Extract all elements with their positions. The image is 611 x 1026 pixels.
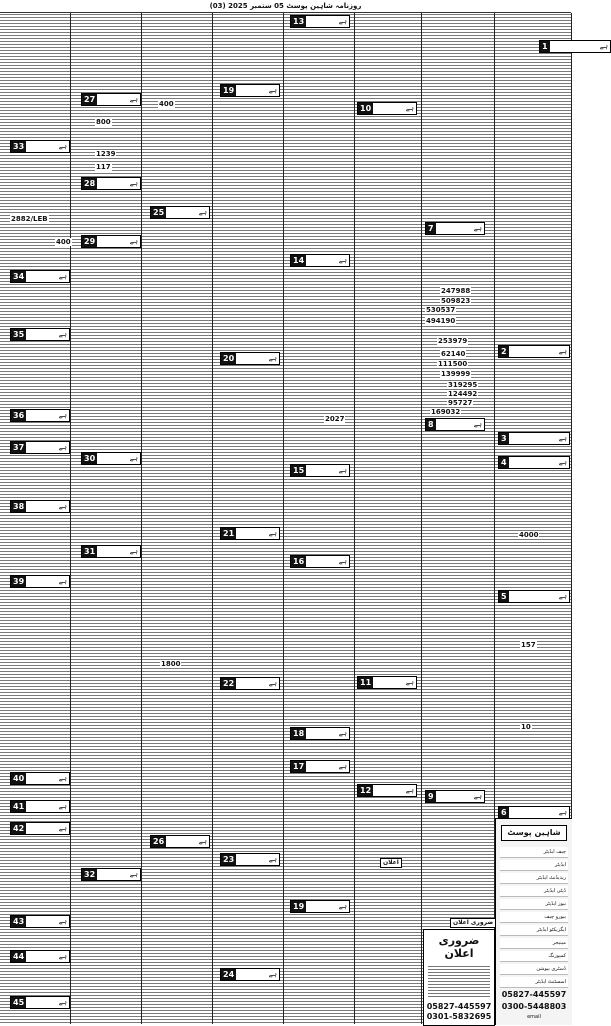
notice-number: 27 bbox=[84, 95, 96, 104]
notice-number: 34 bbox=[13, 272, 25, 281]
column-7 bbox=[422, 13, 495, 1024]
notice-number: 41 bbox=[13, 802, 25, 811]
notice-box bbox=[290, 464, 350, 477]
notice-box bbox=[10, 140, 70, 153]
notice-mark: ہے bbox=[198, 837, 207, 845]
notice-number: 9 bbox=[428, 792, 434, 801]
notice-mark: ہے bbox=[473, 224, 482, 232]
notice-box bbox=[539, 40, 611, 53]
notice-mark: ہے bbox=[558, 458, 567, 466]
notice-box bbox=[81, 93, 141, 106]
notice-mark: ہے bbox=[338, 17, 347, 25]
inline-code: 1800 bbox=[161, 660, 181, 668]
notice-box bbox=[10, 500, 70, 513]
notice-mark: ہے bbox=[338, 902, 347, 910]
heading: ضروری اعلان bbox=[450, 918, 496, 928]
notice-box bbox=[425, 418, 485, 431]
notice-number: 1 bbox=[542, 42, 548, 51]
staff-masthead-box bbox=[495, 818, 572, 1025]
notice-mark: ہے bbox=[58, 443, 67, 451]
notice-mark: ہے bbox=[405, 786, 414, 794]
notice-mark: ہے bbox=[599, 42, 608, 50]
notice-mark: ہے bbox=[58, 502, 67, 510]
inline-code: 62140 bbox=[441, 350, 466, 358]
inline-code: 139999 bbox=[441, 370, 471, 378]
notice-mark: ہے bbox=[338, 256, 347, 264]
notice-mark: ہے bbox=[268, 354, 277, 362]
notice-number: 42 bbox=[13, 824, 25, 833]
newspaper-logo: شاہین پوسٹ bbox=[501, 825, 567, 841]
notice-mark: ہے bbox=[58, 824, 67, 832]
notice-mark: ہے bbox=[129, 179, 138, 187]
notice-number: 2 bbox=[501, 347, 507, 356]
ad-phone-1: 05827-445597 bbox=[426, 1002, 492, 1011]
notice-mark: ہے bbox=[268, 86, 277, 94]
notice-box bbox=[498, 590, 570, 603]
inline-code: 800 bbox=[96, 118, 111, 126]
notice-box bbox=[357, 676, 417, 689]
notice-box bbox=[498, 456, 570, 469]
notice-number: 12 bbox=[360, 786, 372, 795]
notice-box bbox=[357, 102, 417, 115]
column-5 bbox=[284, 13, 355, 1024]
notice-mark: ہے bbox=[198, 208, 207, 216]
notice-mark: ہے bbox=[58, 330, 67, 338]
notice-box bbox=[290, 760, 350, 773]
notice-number: 43 bbox=[13, 917, 25, 926]
inline-code: 124492 bbox=[448, 390, 478, 398]
column-6 bbox=[355, 13, 422, 1024]
notice-box bbox=[290, 555, 350, 568]
inline-code: 95727 bbox=[448, 399, 473, 407]
staff-row: اسسٹنٹ ایڈیٹر bbox=[500, 977, 568, 988]
notice-number: 13 bbox=[293, 17, 305, 26]
advertisement-box bbox=[423, 929, 495, 1026]
notice-mark: ہے bbox=[129, 454, 138, 462]
notice-mark: ہے bbox=[129, 547, 138, 555]
notice-box bbox=[10, 328, 70, 341]
notice-box bbox=[150, 206, 210, 219]
heading: اعلان bbox=[380, 858, 402, 868]
ad-title: ضروری اعلان bbox=[438, 934, 480, 960]
notice-number: 5 bbox=[501, 592, 507, 601]
notice-box bbox=[150, 835, 210, 848]
notice-box bbox=[81, 452, 141, 465]
inline-code: 1239 bbox=[96, 150, 116, 158]
notice-mark: ہے bbox=[58, 802, 67, 810]
notice-mark: ہے bbox=[338, 729, 347, 737]
notice-number: 31 bbox=[84, 547, 96, 556]
notice-mark: ہے bbox=[338, 557, 347, 565]
inline-code: 494190 bbox=[426, 317, 456, 325]
staff-row: چیف ایڈیٹر bbox=[500, 847, 568, 858]
inline-code: 2882/LEB bbox=[11, 215, 48, 223]
inline-code: 247988 bbox=[441, 287, 471, 295]
notice-mark: ہے bbox=[268, 529, 277, 537]
notice-mark: ہے bbox=[58, 411, 67, 419]
notice-number: 14 bbox=[293, 256, 305, 265]
notice-mark: ہے bbox=[58, 998, 67, 1006]
notice-box bbox=[81, 545, 141, 558]
column-4 bbox=[213, 13, 284, 1024]
notice-box bbox=[290, 727, 350, 740]
staff-row: ایڈیٹر bbox=[500, 860, 568, 871]
inline-code: 319295 bbox=[448, 381, 478, 389]
notice-box bbox=[10, 441, 70, 454]
staff-phone-2: 0300-5448803 bbox=[501, 1002, 567, 1011]
notice-number: 19 bbox=[223, 86, 235, 95]
ad-text-lines bbox=[428, 964, 490, 998]
notice-number: 18 bbox=[293, 729, 305, 738]
notice-mark: ہے bbox=[558, 808, 567, 816]
inline-code: 400 bbox=[56, 238, 71, 246]
notice-box bbox=[220, 352, 280, 365]
notice-mark: ہے bbox=[473, 420, 482, 428]
staff-row: بیورو چیف bbox=[500, 912, 568, 923]
notice-number: 21 bbox=[223, 529, 235, 538]
inline-code: 400 bbox=[159, 100, 174, 108]
inline-code: 111500 bbox=[438, 360, 468, 368]
notice-mark: ہے bbox=[268, 970, 277, 978]
notice-number: 30 bbox=[84, 454, 96, 463]
ad-phone-2: 0301-5832695 bbox=[426, 1012, 492, 1021]
notice-number: 24 bbox=[223, 970, 235, 979]
notice-mark: ہے bbox=[338, 466, 347, 474]
column-1 bbox=[0, 13, 71, 1024]
notice-mark: ہے bbox=[558, 592, 567, 600]
notice-mark: ہے bbox=[129, 95, 138, 103]
notice-box bbox=[220, 968, 280, 981]
notice-number: 16 bbox=[293, 557, 305, 566]
notice-mark: ہے bbox=[58, 577, 67, 585]
notice-box bbox=[10, 996, 70, 1009]
inline-code: 169032 bbox=[431, 408, 461, 416]
notice-number: 19 bbox=[293, 902, 305, 911]
notice-number: 37 bbox=[13, 443, 25, 452]
inline-code: 117 bbox=[96, 163, 111, 171]
notice-box bbox=[425, 222, 485, 235]
notice-number: 8 bbox=[428, 420, 434, 429]
notice-mark: ہے bbox=[58, 272, 67, 280]
masthead: روزنامہ شاہین پوسٹ 05 ستمبر 2025 (03) bbox=[0, 0, 571, 13]
notice-mark: ہے bbox=[268, 679, 277, 687]
column-3 bbox=[142, 13, 213, 1024]
staff-list bbox=[496, 847, 572, 988]
notice-number: 23 bbox=[223, 855, 235, 864]
notice-number: 22 bbox=[223, 679, 235, 688]
staff-row: ریذیڈنٹ ایڈیٹر bbox=[500, 873, 568, 884]
notice-number: 10 bbox=[360, 104, 372, 113]
notice-box bbox=[290, 900, 350, 913]
notice-number: 7 bbox=[428, 224, 434, 233]
staff-row: ڈپٹی ایڈیٹر bbox=[500, 886, 568, 897]
notice-mark: ہے bbox=[58, 952, 67, 960]
notice-number: 33 bbox=[13, 142, 25, 151]
notice-number: 32 bbox=[84, 870, 96, 879]
notice-number: 25 bbox=[153, 208, 165, 217]
notice-box bbox=[10, 409, 70, 422]
notice-number: 15 bbox=[293, 466, 305, 475]
notice-box bbox=[10, 270, 70, 283]
notice-number: 38 bbox=[13, 502, 25, 511]
notice-box bbox=[81, 177, 141, 190]
notice-box bbox=[81, 235, 141, 248]
inline-code: 509823 bbox=[441, 297, 471, 305]
notice-box bbox=[10, 772, 70, 785]
notice-box bbox=[290, 254, 350, 267]
notice-box bbox=[81, 868, 141, 881]
notice-box bbox=[220, 677, 280, 690]
notice-mark: ہے bbox=[58, 142, 67, 150]
notice-box bbox=[220, 527, 280, 540]
notice-box bbox=[220, 84, 280, 97]
notice-mark: ہے bbox=[58, 774, 67, 782]
inline-code: 157 bbox=[521, 641, 536, 649]
notice-number: 26 bbox=[153, 837, 165, 846]
notice-number: 35 bbox=[13, 330, 25, 339]
notice-box bbox=[10, 950, 70, 963]
staff-phone-1: 05827-445597 bbox=[501, 990, 567, 999]
notice-mark: ہے bbox=[558, 347, 567, 355]
notice-number: 17 bbox=[293, 762, 305, 771]
inline-code: 253979 bbox=[438, 337, 468, 345]
notice-box bbox=[498, 432, 570, 445]
notice-mark: ہے bbox=[473, 792, 482, 800]
notice-number: 44 bbox=[13, 952, 25, 961]
notice-number: 39 bbox=[13, 577, 25, 586]
notice-number: 11 bbox=[360, 678, 372, 687]
inline-code: 4000 bbox=[519, 531, 539, 539]
staff-row: ایگزیکٹو ایڈیٹر bbox=[500, 925, 568, 936]
notice-number: 29 bbox=[84, 237, 96, 246]
notice-mark: ہے bbox=[405, 678, 414, 686]
notice-mark: ہے bbox=[268, 855, 277, 863]
notice-mark: ہے bbox=[58, 917, 67, 925]
notice-mark: ہے bbox=[129, 870, 138, 878]
notice-number: 36 bbox=[13, 411, 25, 420]
notice-box bbox=[10, 822, 70, 835]
inline-code: 10 bbox=[521, 723, 531, 731]
notice-number: 20 bbox=[223, 354, 235, 363]
notice-box bbox=[10, 915, 70, 928]
staff-row: نیوز ایڈیٹر bbox=[500, 899, 568, 910]
staff-row: مینیجر bbox=[500, 938, 568, 949]
notice-number: 40 bbox=[13, 774, 25, 783]
notice-box bbox=[357, 784, 417, 797]
notice-box bbox=[290, 15, 350, 28]
notice-number: 45 bbox=[13, 998, 25, 1007]
staff-row: کمپوزنگ bbox=[500, 951, 568, 962]
notice-mark: ہے bbox=[405, 104, 414, 112]
staff-row: ڈسٹری بیوشن bbox=[500, 964, 568, 975]
notice-mark: ہے bbox=[338, 762, 347, 770]
inline-code: 2027 bbox=[325, 415, 345, 423]
notice-box bbox=[10, 800, 70, 813]
notice-number: 6 bbox=[501, 808, 507, 817]
notice-box bbox=[425, 790, 485, 803]
notice-number: 28 bbox=[84, 179, 96, 188]
notice-box bbox=[498, 345, 570, 358]
notice-mark: ہے bbox=[129, 237, 138, 245]
staff-email: email bbox=[527, 1014, 541, 1020]
notice-number: 4 bbox=[501, 458, 507, 467]
notice-box bbox=[10, 575, 70, 588]
notice-number: 3 bbox=[501, 434, 507, 443]
notice-mark: ہے bbox=[558, 434, 567, 442]
inline-code: 530537 bbox=[426, 306, 456, 314]
notice-box bbox=[220, 853, 280, 866]
